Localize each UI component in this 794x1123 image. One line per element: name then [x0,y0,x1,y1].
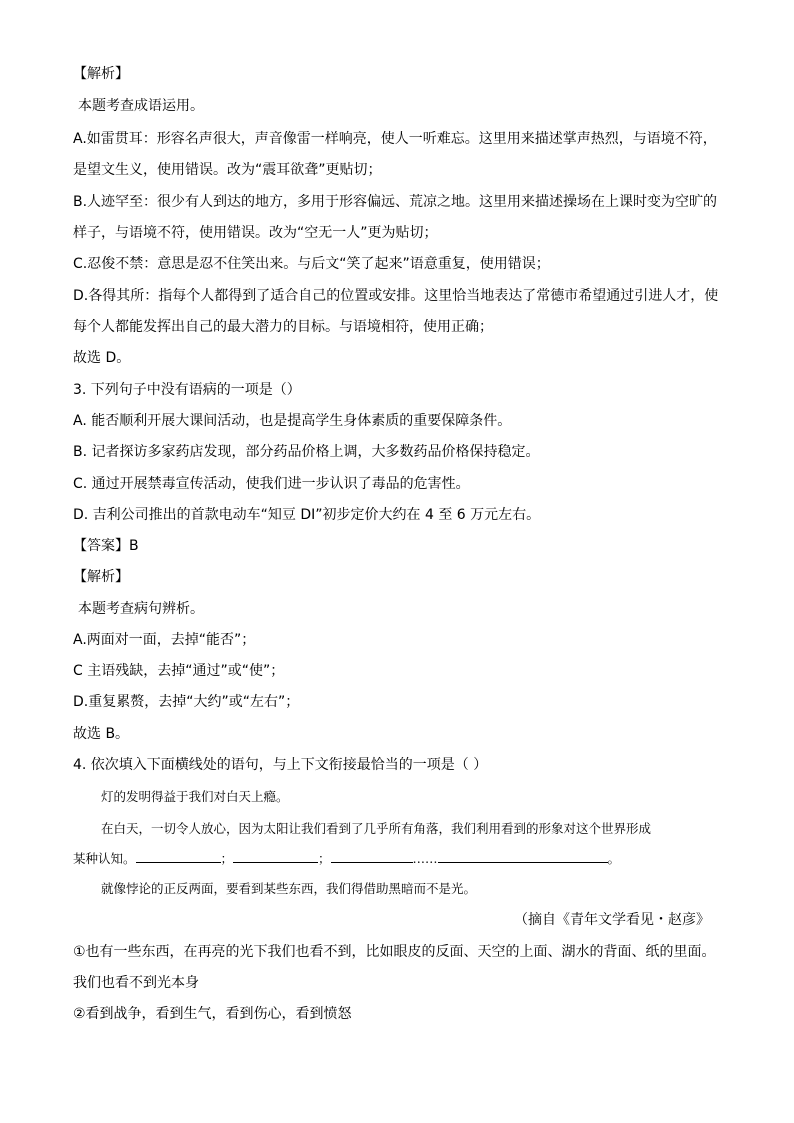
blank-end: 。 [607,851,621,866]
question-3-analysis-intro: 本题考查病句辨析。 [78,601,204,617]
question-3-analysis-d: D.重复累赘，去掉“大约”或“左右”； [73,694,300,710]
question-4-stem: 4. 依次填入下面横线处的语句，与上下文衔接最恰当的一项是（ ） [73,757,488,773]
analysis-intro: 本题考查成语运用。 [78,98,204,114]
option-2: ②看到战争，看到生气，看到伤心，看到愤怒 [73,1006,352,1022]
question-3-option-d: D. 吉利公司推出的首款电动车“知豆 DI”初步定价大约在 4 至 6 万元左右。 [73,507,541,523]
question-3-analysis-a: A.两面对一面，去掉“能否”； [73,632,256,648]
question-3-conclusion: 故选 B。 [73,726,130,742]
question-3-analysis-c: C 主语残缺，去掉“通过”或“使”； [73,663,285,679]
question-3-option-a: A. 能否顺利开展大课间活动，也是提高学生身体素质的重要保障条件。 [73,413,512,429]
option-1-line2: 我们也看不到光本身 [73,975,199,991]
passage-source: （摘自《青年文学看见・赵彦》 [514,912,710,928]
blank-2 [233,848,318,863]
blank-sep-1: ； [220,851,234,866]
analysis-b-line2: 样子，与语境不符，使用错误。改为“空无一人”更为贴切； [73,225,438,241]
analysis-a-line1: A.如雷贯耳：形容名声很大，声音像雷一样响亮，使人一听难忘。这里用来描述掌声热烈，与语境不符， [73,131,717,147]
analysis-heading: 【解析】 [73,66,129,82]
analysis-a-line2: 是望文生义，使用错误。改为“震耳欲聋”更贴切； [73,162,382,178]
analysis-d-line1: D.各得其所：指每个人都得到了适合自己的位置或安排。这里恰当地表达了常德市希望通过引进人才，使 [73,288,719,304]
question-3-option-b: B. 记者探访多家药店发现，部分药品价格上调，大多数药品价格保持稳定。 [73,444,540,460]
question-3-analysis-heading: 【解析】 [73,569,129,585]
blank-1 [136,848,221,863]
conclusion-2: 故选 D。 [73,350,131,366]
blank-4 [438,848,608,863]
passage-line2: 在白天，一切令人放心，因为太阳让我们看到了几乎所有角落，我们利用看到的形象对这个世界形成 [101,821,652,836]
option-1-line1: ①也有一些东西，在再亮的光下我们也看不到，比如眼皮的反面、天空的上面、湖水的背面、纸的里面。 [73,944,716,960]
blank-sep-2: ； [318,851,331,866]
question-3-answer: 【答案】B [73,538,139,554]
passage-blanks-prefix: 某种认知。 [73,851,136,866]
blank-3 [331,848,413,863]
analysis-c: C.忍俊不禁：意思是忍不住笑出来。与后文“笑了起来”语意重复，使用错误； [73,256,550,272]
analysis-b-line1: B.人迹罕至：很少有人到达的地方，多用于形容偏远、荒凉之地。这里用来描述操场在上课时变为空旷的 [73,194,718,210]
analysis-d-line2: 每个人都能发挥出自己的最大潜力的目标。与语境相符，使用正确； [73,319,493,335]
passage-line1: 灯的发明得益于我们对白天上瘾。 [101,789,289,804]
blank-sep-3: …… [412,851,438,866]
question-3-option-c: C. 通过开展禁毒宣传活动，使我们进一步认识了毒品的危害性。 [73,476,470,492]
question-3-stem: 3. 下列句子中没有语病的一项是（） [73,382,301,398]
passage-blanks-line [73,848,620,869]
passage-line4: 就像悖论的正反两面，要看到某些东西，我们得借助黑暗而不是光。 [101,881,477,896]
